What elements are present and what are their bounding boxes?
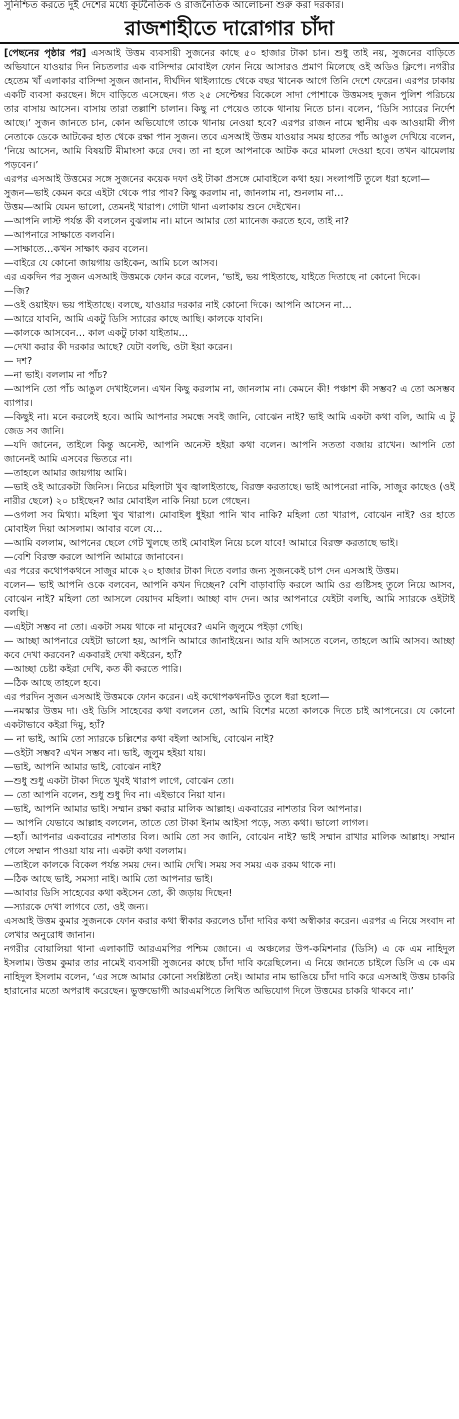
article-paragraph: —নমস্কার উত্তম দা। ওই ডিসি সাহেবের কথা বললেন তো, আমি বিশের মতো কালকে দিতে চাই আপনেরে। যে কোনো একটাভাবে কইরা দিমু, হ্যাঁ? bbox=[4, 706, 455, 731]
article-paragraph: —ঠিক আছে তাহলে হবে। bbox=[4, 678, 101, 689]
article-paragraph: —আবার ডিসি সাহেবের কথা কইসেন তো, কী জড়ায় দিছেন! bbox=[4, 888, 233, 899]
article-paragraph: — তো আপনি বলেন, শুধু শুধু দিব না। এইভাবে নিয়া যান। bbox=[4, 790, 226, 801]
article-paragraph: —এইটা সম্ভব না তো। একটা সময় থাকে না মানুষের? এমনি জুলুমে পইড়া গেছি। bbox=[4, 622, 303, 633]
article-paragraph: —আপনি তো পাঁচ আঙুল দেখাইলেন। এখন কিছু করলাম না, জানলাম না। কেমনে কী! পঞ্চাশ কী সম্ভব? এ তো অসম্ভব ব্যাপার। bbox=[4, 384, 455, 409]
article-paragraph: —না ভাই। বললাম না পাঁচ? bbox=[4, 370, 108, 381]
article-paragraph: —জি? bbox=[4, 286, 30, 297]
article-paragraph: —ওগলা সব মিথ্যা। মহিলা খুব খারাপ। মোবাইল ধুইয়া পানি খাব নাকি? মহিলা তো খারাপ, বোঝেন নাই? ওর হাতে মোবাইল দিয়া আসলাম। আবার বলে যে… bbox=[4, 510, 455, 535]
article-paragraph: এর পরের কথোপকথনে সাজুর মাকে ২০ হাজার টাকা দিতে বলার জন্য সুজনকেই চাপ দেন এসআই উত্তম। bbox=[4, 566, 399, 577]
article-paragraph: —তাহলে আমার জায়গায় আমি। bbox=[4, 468, 127, 479]
article-paragraph: বলেন— ভাই আপনি ওকে বলবেন, আপনি কখন দিচ্ছেন? বেশি বাড়াবাড়ি করলে আমি ওর গুষ্টিসহ তুলে নিয়ে আসব, বোঝেন নাই? মহিলা তো আসলে বেয়াদব মহিলা। আচ্ছা বাদ দেন। আর আপনারে যেইটা বলছি, আমি স্যারকে ওইটাই বলছি। bbox=[4, 580, 455, 619]
article-paragraph: —ভাই ওই আরেকটা জিনিস। নিচের মহিলাটা খুব জ্বালাইতাছে, বিরক্ত করতাছে। ভাই আপনেরা নাকি, সাজুর কাছেও (ওই নারীর ছেলে) ২০ চাইছেন? আর মোবাইল নাকি নিয়া চলে গেছেন। bbox=[4, 482, 455, 507]
article-paragraph: —ওইটা সম্ভব? এখন সম্ভব না। ভাই, জুলুম হইয়া যায়। bbox=[4, 748, 206, 759]
article-paragraph: —ভাই, আপনি আমার ভাই। সম্মান রক্ষা করার মালিক আল্লাহ। একবারের নাশতার বিল আপনার। bbox=[4, 804, 362, 815]
article-paragraph: —আপনারে সাক্ষাতে বলবনি। bbox=[4, 230, 115, 241]
article-paragraph: — না ভাই, আমি তো স্যারকে চল্লিশের কথা বইলা আসছি, বোঝেন নাই? bbox=[4, 734, 274, 745]
paragraph-text: এসআই উত্তম ব্যবসায়ী সুজনের কাছে ৫০ হাজার টাকা চান। শুধু তাই নয়, সুজনের বাড়িতে অভিযানে যাওয়ার দিন নিচতলার এক বাসিন্দার মোবাইল ফোন নিয়ে আসারও প্রমাণ মিলেছে ওই অডিও ক্লিপে। নগরীর হেতেম খাঁ এলাকার বাসিন্দা সুজন জানান, দীর্ঘদিন থাইল্যান্ডে থেকে বছর খানেক আগে তিনি দেশে ফেরেন। এরপর ঢাকায় একটি ব্যবসা করছেন। ঈদে বাড়িতে এসেছেন। গত ২৫ সেপ্টেম্বর বিকেলে সাদা পোশাকে উত্তমসহ দুজন পুলিশ পরিচয়ে তার বাসায় আসেন। বাসায় তারা তল্লাশি চালান। কিছু না পেয়েও তাকে থানায় নিতে চান। বলেন, ‘ডিসি স্যারের নির্দেশ আছে।’ সুজন জানতে চান, কোন অভিযোগে তাকে থানায় নেওয়া হবে? এরপর রাজন নামে স্থানীয় এক আওয়ামী লীগ নেতাকে ডেকে আটকের হাত থেকে রক্ষা পান সুজন। তবে এসআই উত্তম যাওয়ার সময় হাতের পাঁচ আঙুল দেখিয়ে বলেন, ‘নিয়ে আসেন, আমি বিষয়টি মীমাংসা করে দেব। তা না হলে আপনাকে আটক করে মামলা দেওয়া হবে। তখন ঝামেলায় পড়বেন।’ bbox=[4, 48, 455, 171]
article-paragraph: —আরে যাবনি, আমি একটু ডিসি স্যারের কাছে আছি। কালকে যাবনি। bbox=[4, 314, 263, 325]
article-body bbox=[4, 47, 455, 1417]
continuation-marker: [পেছনের পৃষ্ঠার পর] bbox=[4, 48, 87, 59]
article-paragraph: এরপর এসআই উত্তমের সঙ্গে সুজনের কয়েক দফা ওই টাকা প্রসঙ্গে মোবাইলে কথা হয়। সংলাপটি তুলে ধরা হলো— bbox=[4, 174, 430, 185]
article-paragraph: সুজন—ভাই কেমন করে এইটা থেকে পার পাব? কিছু করলাম না, জানলাম না, শুনলাম না… bbox=[4, 188, 344, 199]
article-paragraph: —ঠিক আছে ভাই, সমস্যা নাই। আমি তো আপনার ভাই। bbox=[4, 874, 213, 885]
article-paragraph bbox=[4, 47, 455, 173]
previous-article-tail: সুনিশ্চিত করতে দুই দেশের মধ্যে কূটনৈতিক ও রাজনৈতিক আলোচনা শুরু করা দরকার। bbox=[4, 0, 344, 11]
article-paragraph: —ভাই, আপনি আমার ভাই, বোঝেন নাই? bbox=[4, 762, 162, 773]
article-paragraph: —তাইলে কালকে বিকেল পর্যন্ত সময় দেন। আমি দেখি। সময় সব সময় এক রকম থাকে না। bbox=[4, 860, 336, 871]
article-paragraph: —সাক্ষাতে…কখন সাক্ষাৎ করব বলেন। bbox=[4, 244, 149, 255]
article-paragraph: —বেশি বিরক্ত করলে আপনি আমারে জানাবেন। bbox=[4, 552, 184, 563]
article-paragraph: —স্যারকে দেখা লাগবে তো, ওই জন্য। bbox=[4, 902, 149, 913]
article-paragraph: —দেখা করার কী দরকার আছে? যেটা বলছি, ওটা ইয়া করেন। bbox=[4, 342, 233, 353]
article-paragraph: —ওই ওয়াইফ। ভয় পাইতাছে। বলছে, যাওয়ার দরকার নাই কোনো দিকে। আপনি আসেন না… bbox=[4, 300, 352, 311]
article-paragraph: —কালকে আসবেন… কাল একটু ঢাকা যাইতাম… bbox=[4, 328, 189, 339]
article-paragraph: — আচ্ছা আপনারে যেইটা ভালো হয়, আপনি আমারে জানাইয়েন। আর যদি আসতে বলেন, তাহলে আমি আসব। আচ্ছা কবে দেখা করবেন? একবারই দেখা কইরেন, হ্যাঁ? bbox=[4, 636, 455, 661]
article-paragraph: নগরীর বোয়ালিয়া থানা এলাকাটি আরএমপির পশ্চিম জোনে। এ অঞ্চলের উপ-কমিশনার (ডিসি) এ কে এম নাহিদুল ইসলাম। উত্তম কুমার তার নামেই ব্যবসায়ী সুজনের কাছে চাঁদা দাবি করেছিলেন। এ নিয়ে জানতে চাইলে ডিসি এ কে এম নাহিদুল ইসলাম বলেন, ‘এর সঙ্গে আমার কোনো সংশ্লিষ্টতা নেই। আমার নাম ভাঙিয়ে চাঁদা দাবি করে এসআই উত্তম চাকরি হারানোর মতো অপরাধ করেছেন। ভুক্তভোগী আরএমপিতে লিখিত অভিযোগ দিলে উত্তমের চাকরি থাকবে না।’ bbox=[4, 944, 455, 997]
article-paragraph: এর পরদিন সুজন এসআই উত্তমকে ফোন করেন। এই কথোপকথনটিও তুলে ধরা হলো— bbox=[4, 692, 330, 703]
article-paragraph: —শুধু শুধু একটা টাকা দিতে খুবই খারাপ লাগে, বোঝেন তো। bbox=[4, 776, 234, 787]
headline-divider bbox=[0, 42, 459, 44]
article-paragraph: —কিছুই না। মনে করলেই হবে। আমি আপনার সমন্ধে সবই জানি, বোঝেন নাই? ভাই আমি একটা কথা বলি, আমি এ টু জেড সব জানি। bbox=[4, 412, 455, 437]
article-paragraph: —যদি জানেন, তাইলে কিন্তু অনেস্ট, আপনি অনেস্ট হইয়া কথা বলেন। আপনি সততা বজায় রাখেন। আপনি তো জানেনই আমি এসবের ভিতরে না। bbox=[4, 440, 455, 465]
article-paragraph: — আপনি যেভাবে আল্লাহ বললেন, তাতে তো টাকা ইনাম আইসা পড়ে, সত্য কথা। ভালো লাগল। bbox=[4, 818, 369, 829]
article-paragraph: এর একদিন পর সুজন এসআই উত্তমকে ফোন করে বলেন, ‘ভাই, ভয় পাইতাছে, যাইতে দিতাছে না কোনো দিকে। bbox=[4, 272, 421, 283]
article-paragraph: —হ্যাঁ। আপনার একবারের নাশতার বিল। আমি তো সব জানি, বোঝেন নাই? ভাই সম্মান রাখার মালিক আল্লাহ। সম্মান গেলে সম্মান পাওয়া যায় না। একটা কথা বললাম। bbox=[4, 832, 455, 857]
article-paragraph: —আপনি লাস্ট পর্যন্ত কী বললেন বুঝলাম না। মানে আমার তো ম্যানেজ করতে হবে, তাই না? bbox=[4, 216, 349, 227]
article-paragraph: উত্তম—আমি যেমন ভালো, তেমনই খারাপ। গোটা থানা এলাকায় শুনে দেইখেন। bbox=[4, 202, 301, 213]
headline: রাজশাহীতে দারোগার চাঁদা bbox=[124, 16, 335, 40]
article-paragraph: — দশ? bbox=[4, 356, 33, 367]
article-paragraph: —বাইরে যে কোনো জায়গায় ডাইকেন, আমি চলে আসব। bbox=[4, 258, 218, 269]
article-paragraph: এসআই উত্তম কুমার সুজনকে ফোন করার কথা স্বীকার করলেও চাঁদা দাবির কথা অস্বীকার করেন। এরপর এ নিয়ে সংবাদ না লেখার অনুরোধ জানান। bbox=[4, 916, 455, 941]
article-paragraph: —আচ্ছা চেষ্টা কইরা দেখি, কত কী করতে পারি। bbox=[4, 664, 182, 675]
article-paragraph: —আমি বললাম, আপনের ছেলে গেট খুলছে তাই মোবাইল নিয়ে চলে যাবে! আমারে বিরক্ত করতাছে ভাই। bbox=[4, 538, 399, 549]
